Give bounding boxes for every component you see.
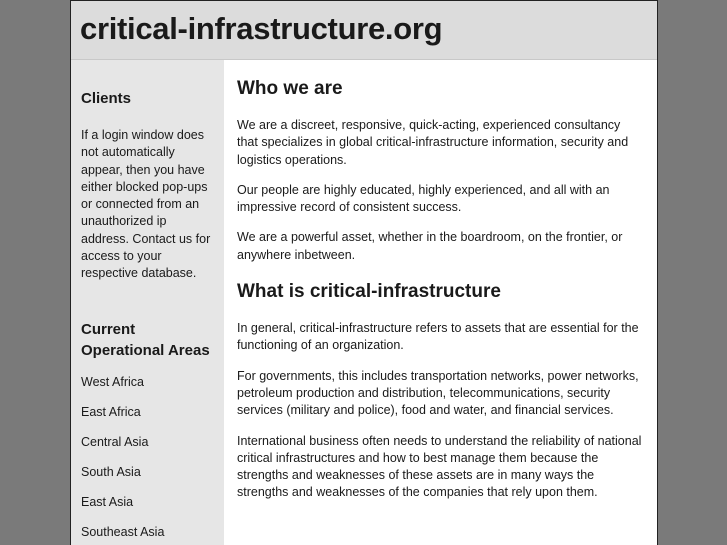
site-header — [71, 0, 657, 60]
what-paragraph-1: In general, critical-infrastructure refers to assets that are essential for the functioning of an organization. — [237, 321, 639, 353]
page-container — [70, 0, 658, 545]
area-item-southeast-asia[interactable]: Southeast Asia — [81, 524, 165, 539]
area-item-east-asia[interactable]: East Asia — [81, 494, 134, 509]
area-item-south-asia[interactable]: South Asia — [81, 464, 141, 479]
what-is-heading: What is critical-infrastructure — [237, 281, 501, 303]
clients-text: If a login window does not automatically appear, then you have either blocked pop-ups or connected from an unauthorized ip address. Contact us for access to your respective database. — [81, 128, 211, 281]
clients-heading: Clients — [81, 90, 132, 107]
area-item-central-asia[interactable]: Central Asia — [81, 434, 149, 449]
who-paragraph-2: Our people are highly educated, highly experienced, and all with an impressive record of consistent success. — [237, 182, 610, 215]
who-we-are-heading: Who we are — [237, 78, 343, 99]
what-paragraph-2: For governments, this includes transportation networks, power networks, petroleum production and distribution, telecommunications, security services (military and police), food and water, and financial services. — [237, 368, 639, 418]
operational-areas-heading: Current Operational Areas — [81, 320, 210, 359]
who-paragraph-3: We are a powerful asset, whether in the boardroom, on the frontier, or anywhere inbetween. — [237, 230, 623, 262]
area-item-east-africa[interactable]: East Africa — [81, 404, 141, 419]
what-paragraph-3: International business often needs to understand the reliability of national critical infrastructures and how to best manage them because the strengths and weaknesses of these assets are in many ways the strengths and weaknesses of the companies that rely upon them. — [237, 433, 642, 500]
sidebar — [71, 60, 224, 545]
area-item-west-africa[interactable]: West Africa — [81, 374, 144, 389]
operational-areas-list — [81, 374, 216, 541]
site-title[interactable]: critical-infrastructure.org — [80, 11, 443, 46]
main-content — [224, 60, 657, 545]
who-paragraph-1: We are a discreet, responsive, quick-acting, experienced consultancy that specializes in global critical-infrastructure information, security and logistics operations. — [237, 118, 629, 167]
